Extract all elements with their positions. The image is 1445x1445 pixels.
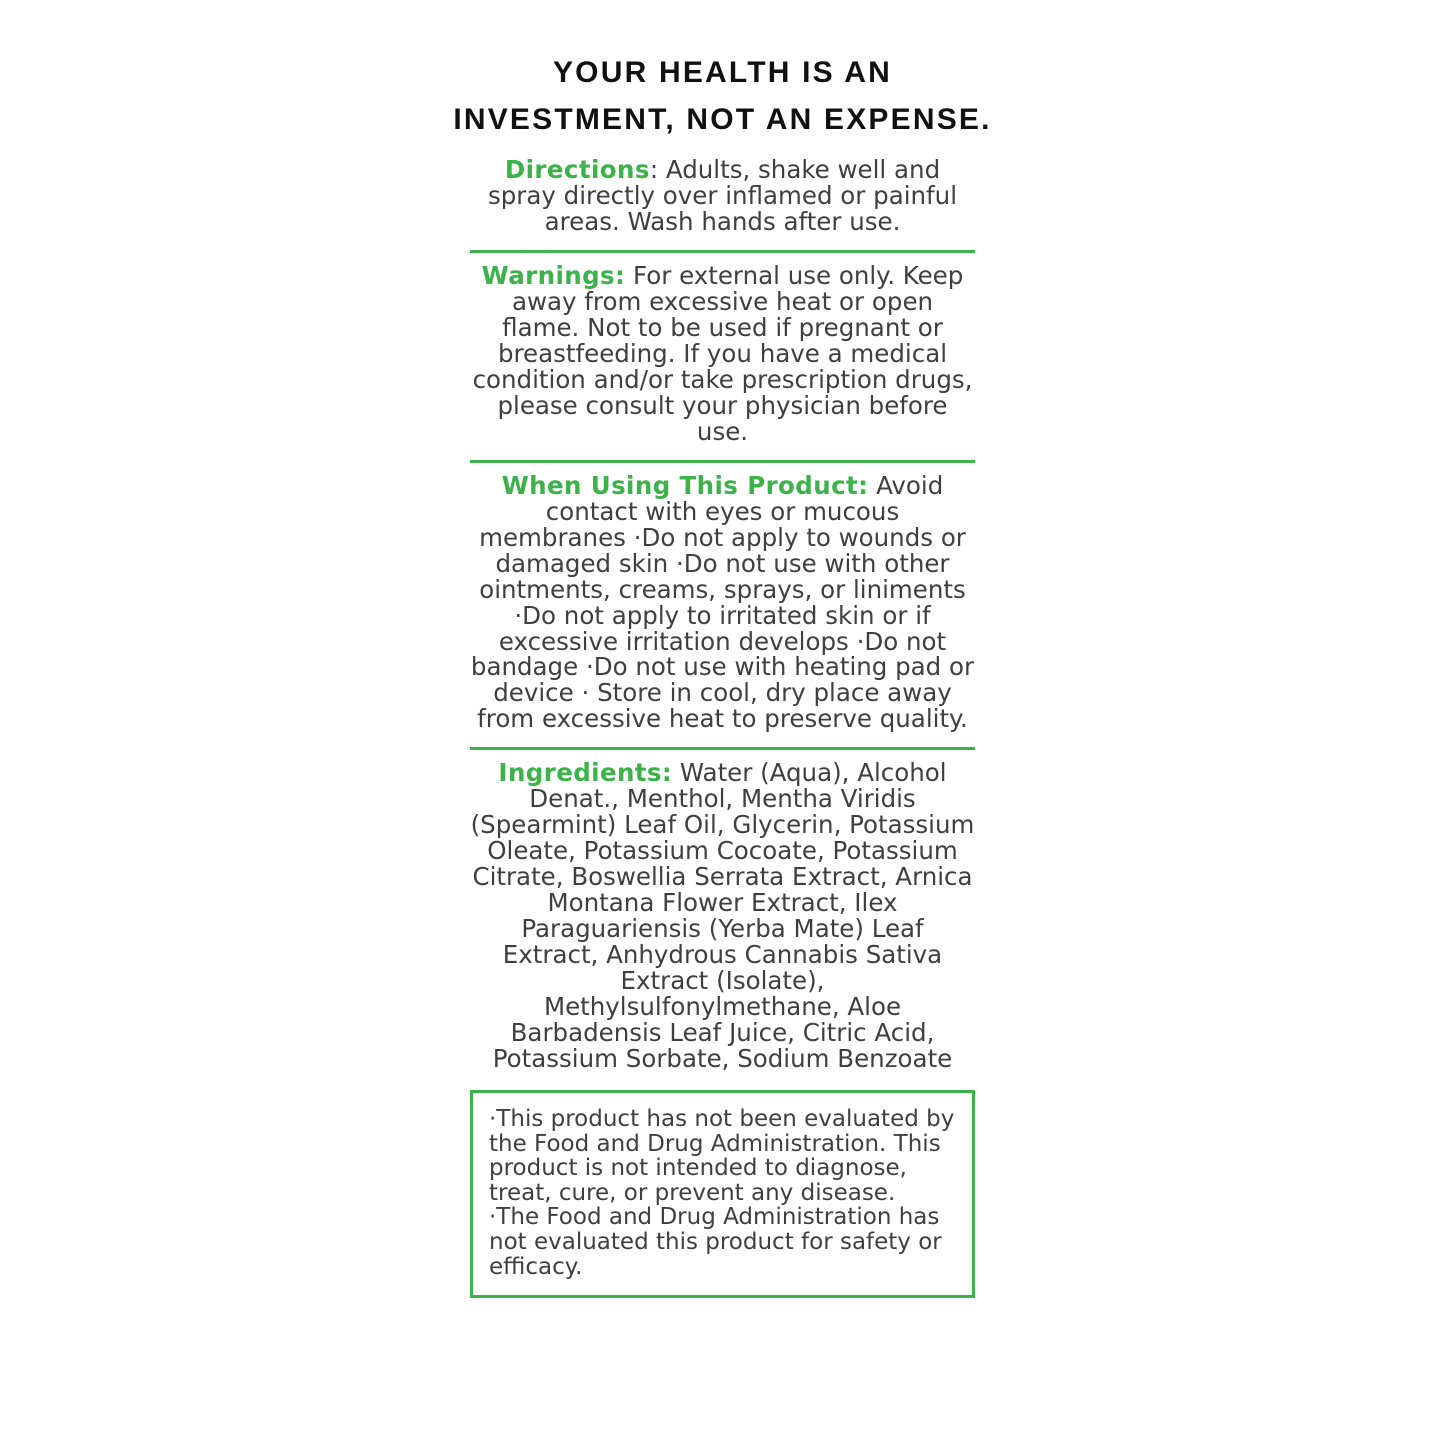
section-heading-ingredients: Ingredients:: [498, 758, 673, 788]
section-heading-directions: Directions: [504, 155, 650, 184]
section-body-when-using: Avoid contact with eyes or mucous membranes ·Do not apply to wounds or damaged skin ·Do not use with other ointments, creams, sprays, or liniments ·Do not apply to irritated skin or if excessive irritation develops ·Do not bandage ·Do not use with heating pad or device · Store in cool, dry place away from excessive heat to preserve quality.: [470, 470, 975, 734]
section-when-using-this-product: [470, 470, 975, 741]
section-divider-3: [470, 747, 975, 750]
section-body-directions: Adults, shake well and spray directly over inflamed or painful areas. Wash hands after use.: [487, 155, 958, 236]
section-body-ingredients: Water (Aqua), Alcohol Denat., Menthol, Mentha Viridis (Spearmint) Leaf Oil, Glycerin, Potassium Oleate, Potassium Cocoate, Potassium Citrate, Boswellia Serrata Extract, Arnica Montana Flower Extract, Ilex Paraguariensis (Yerba Mate) Leaf Extract, Anhydrous Cannabis Sativa Extract (Isolate), Methylsulfonylmethane, Aloe Barbadensis Leaf Juice, Citric Acid, Potassium Sorbate, Sodium Benzoate: [470, 758, 975, 1074]
section-divider-2: [470, 460, 975, 463]
section-body-warnings: For external use only. Keep away from excessive heat or open flame. Not to be used if pregnant or breastfeeding. If you have a medical condition and/or take prescription drugs, please consult your physician before use.: [472, 260, 973, 446]
disclaimer-item-2: ·The Food and Drug Administration has not evaluated this product for safety or efficacy.: [489, 1204, 942, 1280]
headline-line-2: INVESTMENT, NOT AN EXPENSE.: [453, 102, 992, 136]
headline-line-1: YOUR HEALTH IS AN: [552, 56, 893, 89]
section-directions: [470, 157, 975, 243]
section-ingredients: [470, 760, 975, 1080]
fda-disclaimer-box: [470, 1090, 975, 1298]
section-divider-1: [470, 250, 975, 253]
label-panel: [470, 143, 975, 1298]
page-title: [173, 0, 1273, 143]
section-heading-suffix-directions: :: [649, 155, 659, 184]
disclaimer-item-1: ·This product has not been evaluated by the Food and Drug Administration. This product is not intended to diagnose, treat, cure, or prevent any disease.: [489, 1106, 955, 1206]
section-warnings: [470, 260, 975, 453]
section-heading-when-using: When Using This Product:: [501, 470, 869, 500]
section-heading-warnings: Warnings:: [481, 260, 626, 290]
